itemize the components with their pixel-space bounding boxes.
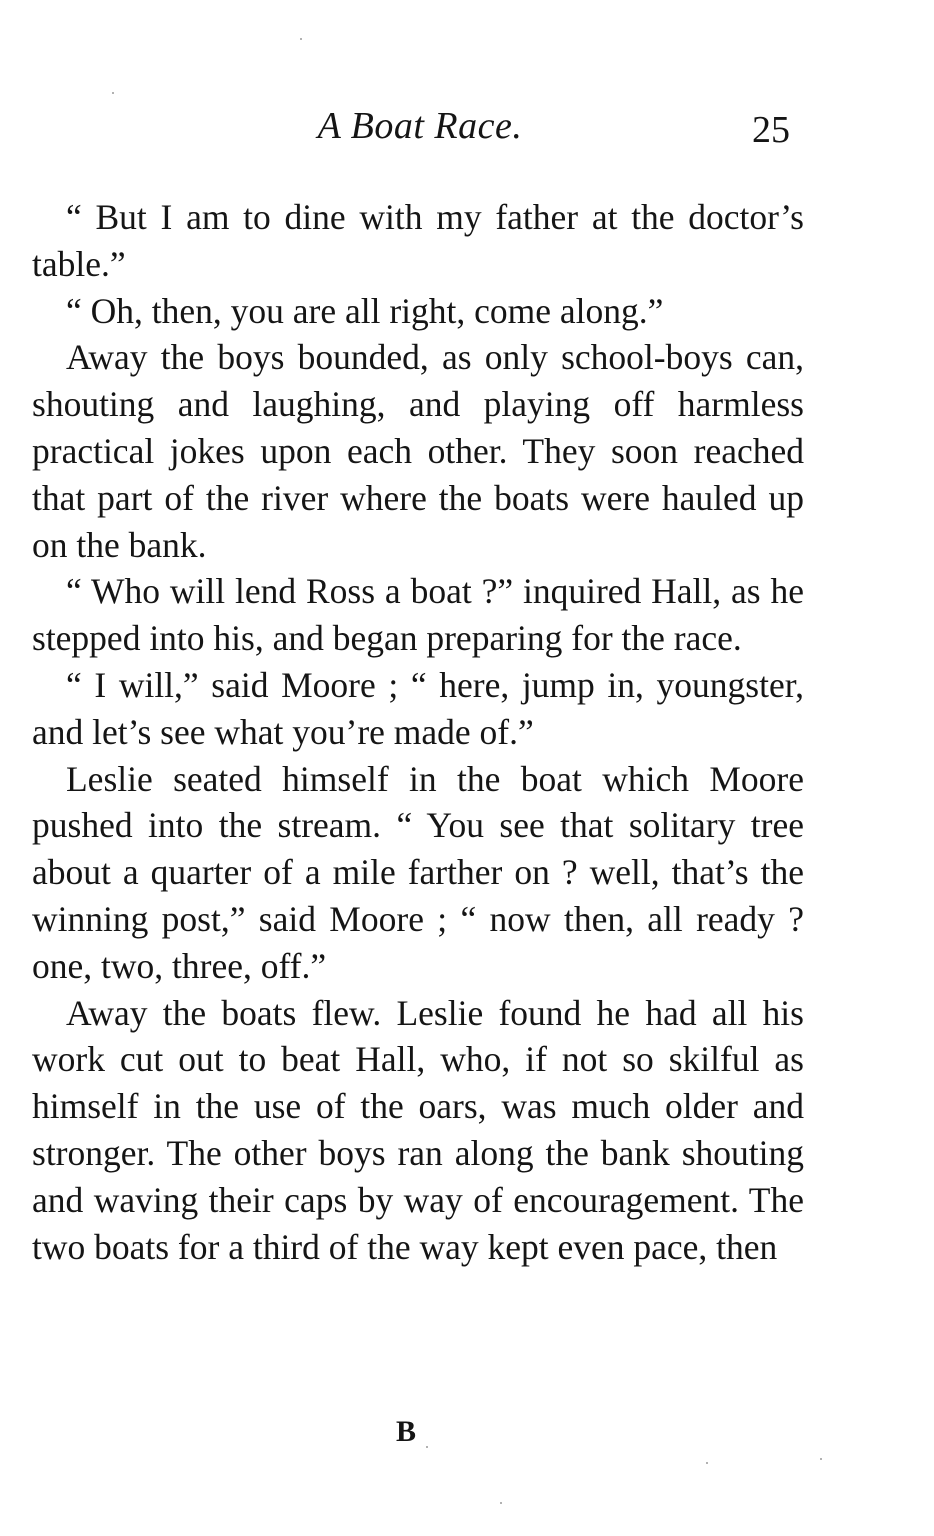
page-number: 25 [752, 109, 790, 151]
paragraph: “ But I am to dine with my father at the doctor’s table.” [32, 197, 804, 284]
running-title: A Boat Race. [317, 105, 523, 147]
paragraph: “ Oh, then, you are all right, come along.” [66, 290, 664, 331]
paragraph: “ Who will lend Ross a boat ?” inquired Hall, as he stepped into his, and began preparing for the race. [32, 571, 804, 659]
paper-speck [112, 92, 114, 94]
paper-speck [706, 1462, 708, 1464]
paragraph: “ I will,” said Moore ; “ here, jump in, youngster, and let’s see what you’re made of.” [32, 664, 804, 752]
paragraph: Away the boats flew. Leslie found he had all his work cut out to beat Hall, who, if not so skilful as himself in the use of the oars, was much older and stronger. The other boys ran along the bank shouting and waving their caps by way of encouragement. The two boats for a third of the way kept even pace, then [32, 992, 804, 1267]
paper-speck [820, 1458, 822, 1460]
paper-speck [300, 38, 302, 40]
signature-mark: B [396, 1415, 417, 1448]
paper-speck [500, 1502, 502, 1504]
paragraph: Leslie seated himself in the boat which Moore pushed into the stream. “ You see that solitary tree about a quarter of a mile farther on ? well, that’s the winning post,” said Moore ; “ now then, all ready ? one, two, three, off.” [32, 758, 804, 986]
paper-speck [426, 1446, 428, 1448]
paragraph: Away the boys bounded, as only school-boys can, shouting and laughing, and playing off harmless practical jokes upon each other. They soon reached that part of the river where the boats were hauled up on the bank. [32, 337, 804, 565]
running-header [0, 98, 934, 158]
body-text [32, 194, 804, 1270]
